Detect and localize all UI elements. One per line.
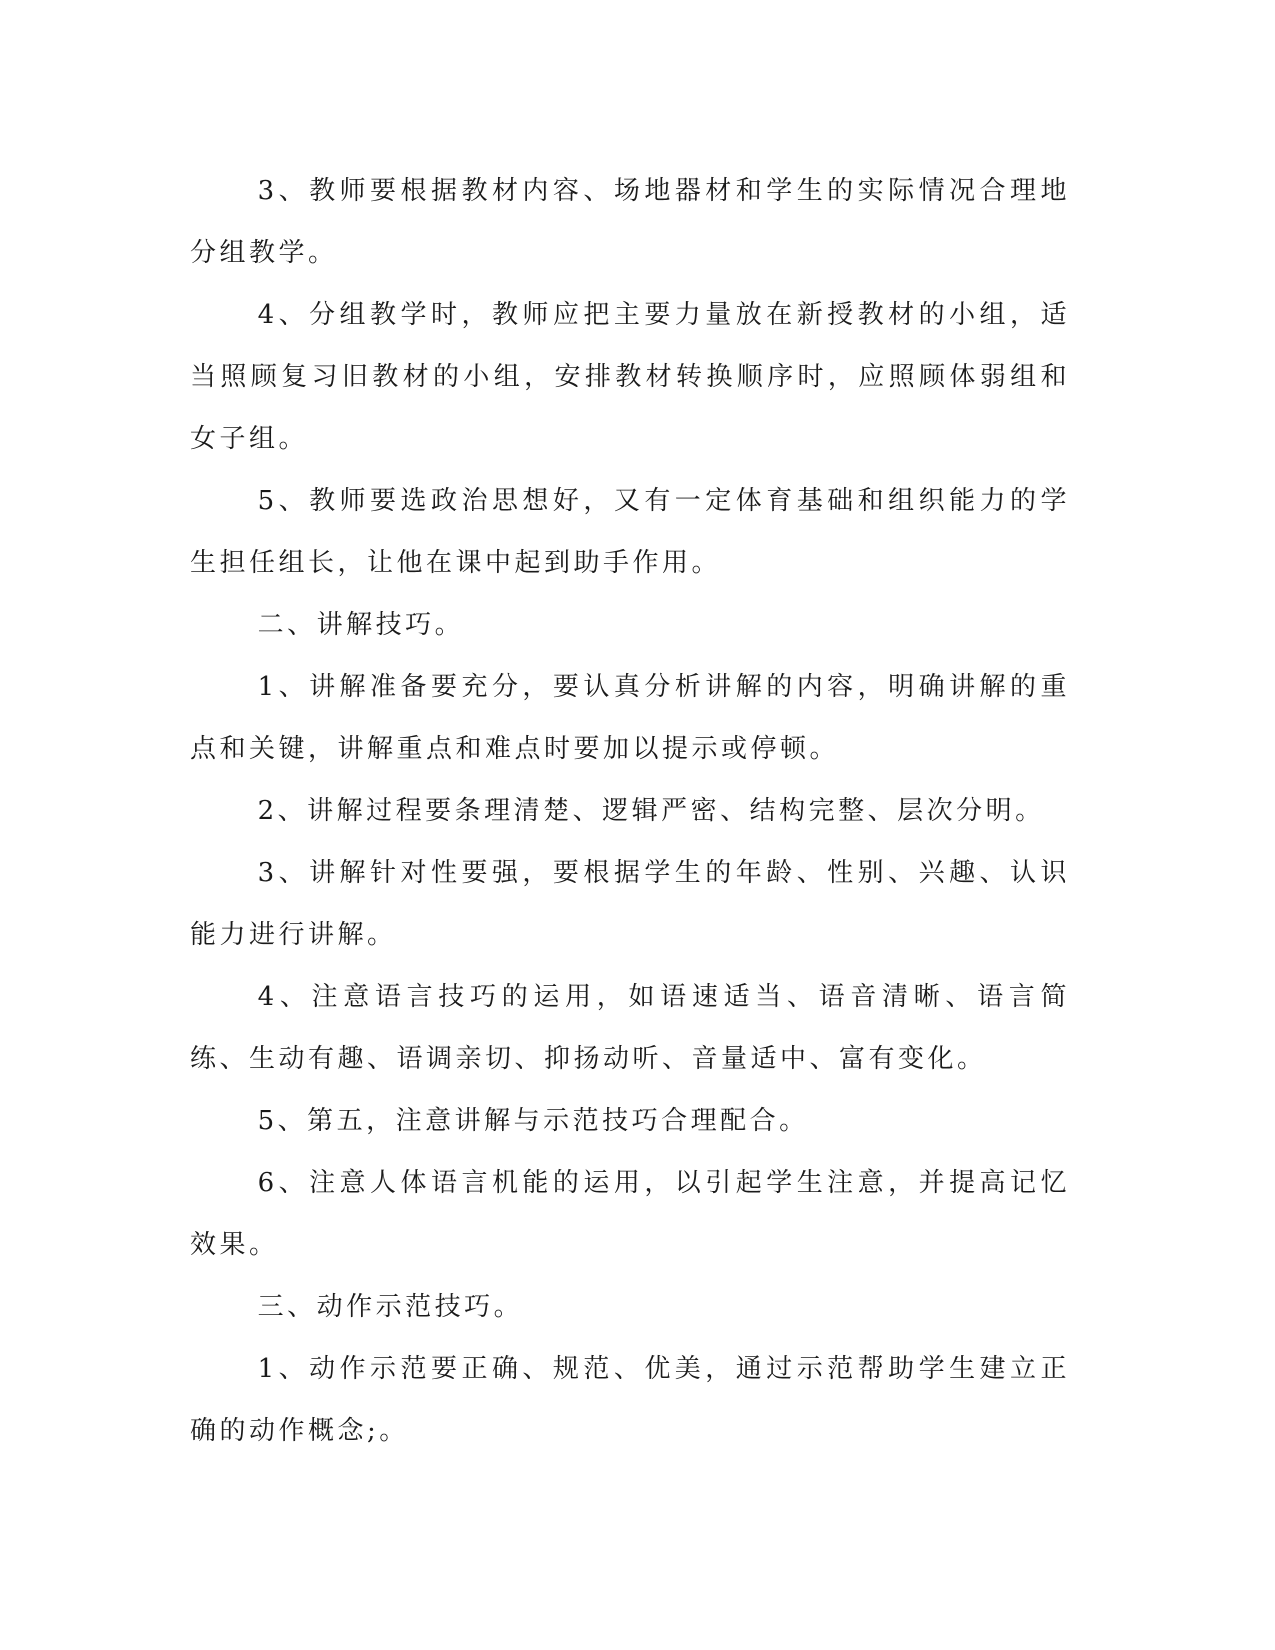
paragraph-grouping-item-3: 3、教师要根据教材内容、场地器材和学生的实际情况合理地分组教学。 [190,176,1070,268]
paragraph-explanation-item-6: 6、注意人体语言机能的运用，以引起学生注意，并提高记忆效果。 [190,1168,1070,1260]
section-heading-demonstration: 三、动作示范技巧。 [257,1292,524,1322]
paragraph-explanation-item-5: 5、第五，注意讲解与示范技巧合理配合。 [257,1106,809,1136]
section-heading-explanation: 二、讲解技巧。 [257,610,465,640]
paragraph-grouping-item-5: 5、教师要选政治思想好，又有一定体育基础和组织能力的学生担任组长，让他在课中起到助手作用。 [190,486,1070,578]
paragraph-demonstration-item-1: 1、动作示范要正确、规范、优美，通过示范帮助学生建立正确的动作概念;。 [190,1354,1070,1446]
paragraph-explanation-item-4: 4、注意语言技巧的运用，如语速适当、语音清晰、语言简练、生动有趣、语调亲切、抑扬动听、音量适中、富有变化。 [190,982,1070,1074]
paragraph-grouping-item-4: 4、分组教学时，教师应把主要力量放在新授教材的小组，适当照顾复习旧教材的小组，安排教材转换顺序时，应照顾体弱组和女子组。 [190,300,1070,454]
paragraph-explanation-item-3: 3、讲解针对性要强，要根据学生的年龄、性别、兴趣、认识能力进行讲解。 [190,858,1070,950]
paragraph-explanation-item-1: 1、讲解准备要充分，要认真分析讲解的内容，明确讲解的重点和关键，讲解重点和难点时要加以提示或停顿。 [190,672,1070,764]
document-body [190,160,1070,1462]
paragraph-explanation-item-2: 2、讲解过程要条理清楚、逻辑严密、结构完整、层次分明。 [257,796,1045,826]
